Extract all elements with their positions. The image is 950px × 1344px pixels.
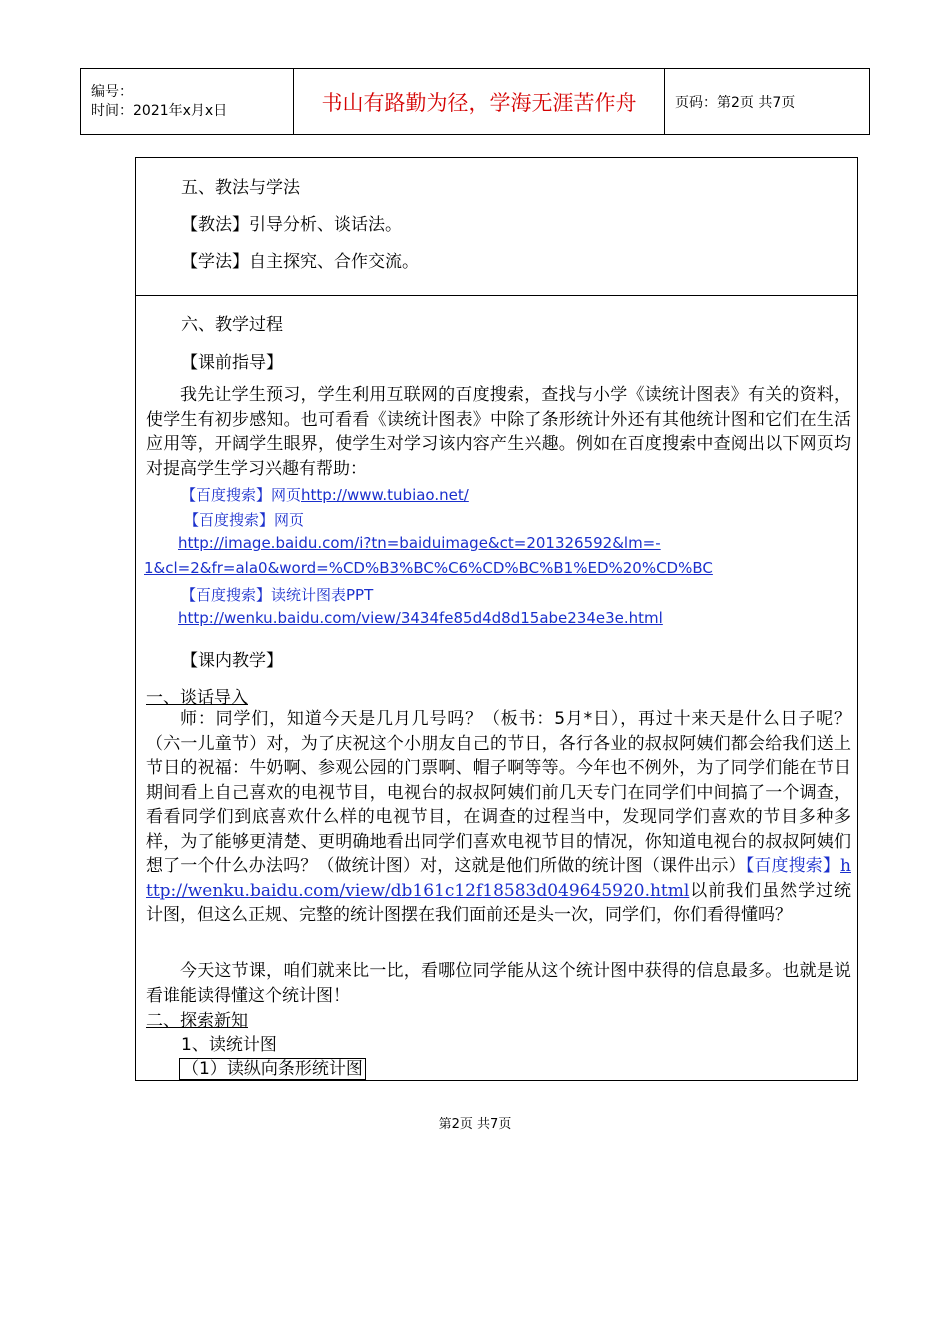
ref2-label: 【百度搜索】网页 <box>184 511 305 529</box>
part1-paragraph-2: 今天这节课，咱们就来比一比，看哪位同学能从这个统计图中获得的信息最多。也就是说看谁能读得懂这个统计图！ <box>146 961 851 1006</box>
ref2-link-b[interactable]: 1&cl=2&fr=ala0&word=%CD%B3%BC%C6%CD%BC%B1%ED%20%CD%BC <box>144 559 713 577</box>
section-methods <box>135 157 858 296</box>
section-process <box>135 295 858 1081</box>
page-label: 页码：第2页 共7页 <box>665 69 870 135</box>
document-header <box>80 68 870 135</box>
section5-title: 五、教法与学法 <box>181 178 300 198</box>
part1-link[interactable]: http://wenku.baidu.com/view/db161c12f18583d049645920.html <box>146 856 851 901</box>
teaching-method: 【教法】引导分析、谈话法。 <box>181 215 402 235</box>
learning-method: 【学法】自主探究、合作交流。 <box>181 252 419 272</box>
pre-class-guide: 【课前指导】 <box>181 353 283 373</box>
motto: 书山有路勤为径，学海无涯苦作舟 <box>294 69 665 135</box>
ref3-link[interactable]: http://wenku.baidu.com/view/3434fe85d4d8d15abe234e3e.html <box>178 609 663 627</box>
section6-title: 六、教学过程 <box>181 315 283 335</box>
part1-paragraph: 师：同学们，知道今天是几月几号吗？（板书：5月*日），再过十来天是什么日子呢？（六一儿童节）对，为了庆祝这个小朋友自己的节日，各行各业的叔叔阿姨们都会给我们送上节日的祝福：牛奶啊、参观公园的门票啊、帽子啊等等。今年也不例外，为了同学们能在节日期间看上自己喜欢的电视节目，电视台的叔叔阿姨们前几天专门在同学们中间搞了一个调查，看看同学们到底喜欢什么样的电视节目，在调查的过程当中，发现同学们喜欢的节目多种多样，为了能够更清楚、更明确地看出同学们喜欢电视节目的情况，你知道电视台的叔叔阿姨们想了一个什么办法吗？（做统计图）对，这就是他们所做的统计图（课件出示）【百度搜索】http://wenku.baidu.com/view/db161c12f18583d049645920.html以前我们虽然学过统计图，但这么正规、完整的统计图摆在我们面前还是头一次，同学们，你们看得懂吗？ <box>146 709 851 925</box>
part1-search-label: 【百度搜索】 <box>745 856 841 876</box>
item-vertical-bar-chart: （1）读纵向条形统计图 <box>179 1054 366 1079</box>
reference-1 <box>181 484 469 505</box>
item-read-chart: 1、读统计图 <box>181 1035 277 1055</box>
date-label: 时间：2021年x月x日 <box>91 102 228 119</box>
in-class-teaching: 【课内教学】 <box>181 651 283 671</box>
part1-title: 一、谈话导入 <box>146 688 248 708</box>
ref2-link-a[interactable]: http://image.baidu.com/i?tn=baiduimage&ct=201326592&lm=- <box>178 534 661 552</box>
page-footer: 第2页 共7页 <box>438 1117 512 1132</box>
ref3-label: 【百度搜索】读统计图表PPT <box>181 586 374 604</box>
ref1-label: 【百度搜索】网页 <box>181 486 302 504</box>
intro-paragraph: 我先让学生预习，学生利用互联网的百度搜索，查找与小学《读统计图表》有关的资料，使学生有初步感知。也可看看《读统计图表》中除了条形统计外还有其他统计图和它们在生活应用等，开阔学生眼界，使学生对学习该内容产生兴趣。例如在百度搜索中查阅出以下网页均对提高学生学习兴趣有帮助： <box>146 385 851 479</box>
header-meta <box>81 69 294 135</box>
part2-title: 二、探索新知 <box>146 1011 248 1031</box>
number-label: 编号： <box>91 83 133 100</box>
ref1-link[interactable]: http://www.tubiao.net/ <box>301 486 469 504</box>
